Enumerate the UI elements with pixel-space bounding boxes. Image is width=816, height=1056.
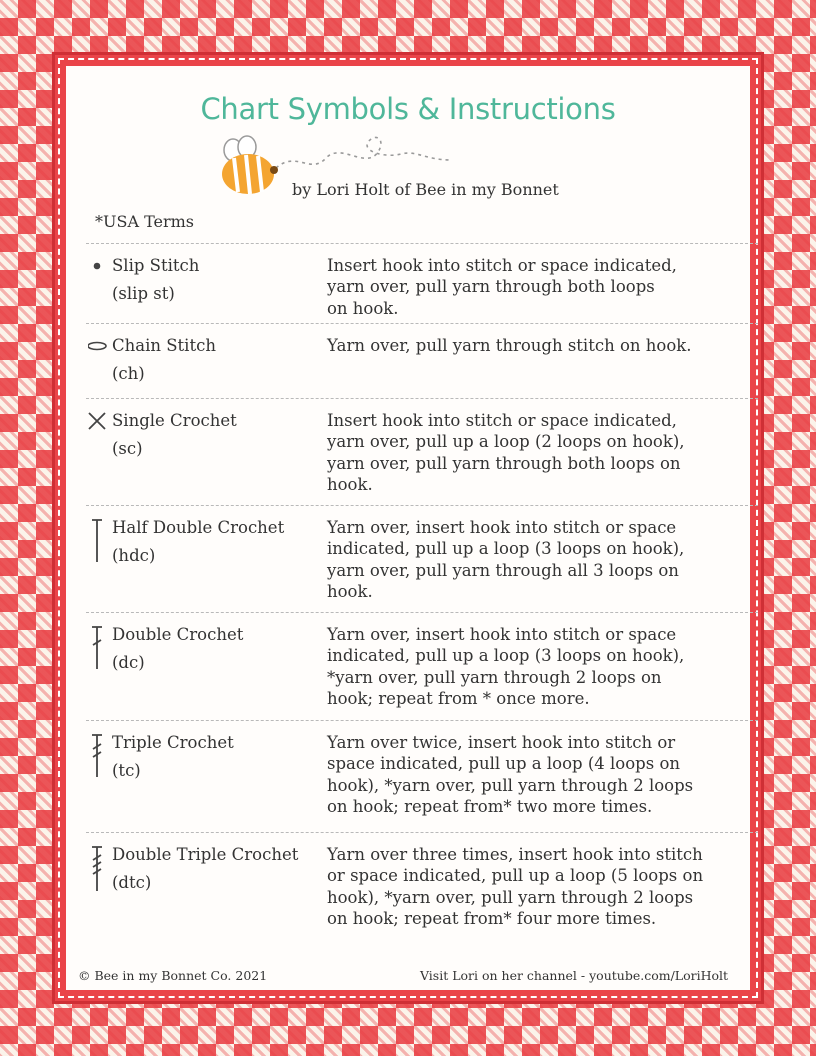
dot-icon bbox=[88, 256, 108, 306]
stitch-name: Slip Stitch bbox=[112, 256, 200, 275]
stitch-name: Double Crochet bbox=[112, 625, 244, 644]
t-one-bar-icon bbox=[88, 625, 108, 675]
stitch-instructions: Insert hook into stitch or space indicated, yarn over, pull up a loop (2 loops on hook), yarn over, pull yarn through both loops on hook. bbox=[327, 411, 685, 495]
stitch-row-slip-stitch bbox=[86, 243, 758, 323]
copyright-text: © Bee in my Bonnet Co. 2021 bbox=[78, 968, 268, 983]
stitch-row-double-triple-crochet bbox=[86, 832, 758, 944]
stitch-name: Double Triple Crochet bbox=[112, 845, 299, 864]
stitch-instructions: Yarn over, insert hook into stitch or space indicated, pull up a loop (3 loops on hook), yarn over, pull yarn through all 3 loops on hook. bbox=[327, 518, 685, 602]
byline: by Lori Holt of Bee in my Bonnet bbox=[292, 180, 559, 199]
stitch-name: Triple Crochet bbox=[112, 733, 234, 752]
t-three-bar-icon bbox=[88, 845, 108, 895]
stitch-row-double-crochet bbox=[86, 612, 758, 720]
stitch-row-triple-crochet bbox=[86, 720, 758, 832]
stitch-instructions: Yarn over, insert hook into stitch or space indicated, pull up a loop (3 loops on hook), *yarn over, pull yarn through 2 loops on hook; repeat from * once more. bbox=[327, 625, 685, 709]
oval-icon bbox=[88, 336, 108, 386]
stitch-name: Single Crochet bbox=[112, 411, 237, 430]
stitch-name: Chain Stitch bbox=[112, 336, 216, 355]
stitch-abbr: (tc) bbox=[112, 761, 141, 780]
x-icon bbox=[88, 411, 108, 461]
terms-note: *USA Terms bbox=[95, 212, 195, 231]
stitch-abbr: (slip st) bbox=[112, 284, 175, 303]
stitch-table bbox=[86, 243, 758, 944]
stitch-row-chain-stitch bbox=[86, 323, 758, 398]
page-title: Chart Symbols & Instructions bbox=[200, 92, 616, 126]
stitch-abbr: (ch) bbox=[112, 364, 145, 383]
t-icon bbox=[88, 518, 108, 568]
stitch-abbr: (hdc) bbox=[112, 546, 156, 565]
stitch-abbr: (dtc) bbox=[112, 873, 152, 892]
stitch-row-single-crochet bbox=[86, 398, 758, 505]
t-two-bar-icon bbox=[88, 733, 108, 783]
stitch-instructions: Yarn over twice, insert hook into stitch or space indicated, pull up a loop (4 loops on hook), *yarn over, pull yarn through 2 loops on hook; repeat from* two more times. bbox=[327, 733, 694, 817]
stitch-abbr: (dc) bbox=[112, 653, 145, 672]
stitch-instructions: Yarn over, pull yarn through stitch on hook. bbox=[327, 336, 692, 355]
stitch-instructions: Insert hook into stitch or space indicated, yarn over, pull yarn through both loops on hook. bbox=[327, 256, 677, 318]
channel-link-text: Visit Lori on her channel - youtube.com/LoriHolt bbox=[420, 968, 729, 983]
stitch-name: Half Double Crochet bbox=[112, 518, 285, 537]
stitch-row-half-double-crochet bbox=[86, 505, 758, 612]
stitch-instructions: Yarn over three times, insert hook into stitch or space indicated, pull up a loop (5 loops on hook), *yarn over, pull yarn through 2 loops on hook; repeat from* four more times. bbox=[327, 845, 704, 929]
stitch-abbr: (sc) bbox=[112, 439, 143, 458]
